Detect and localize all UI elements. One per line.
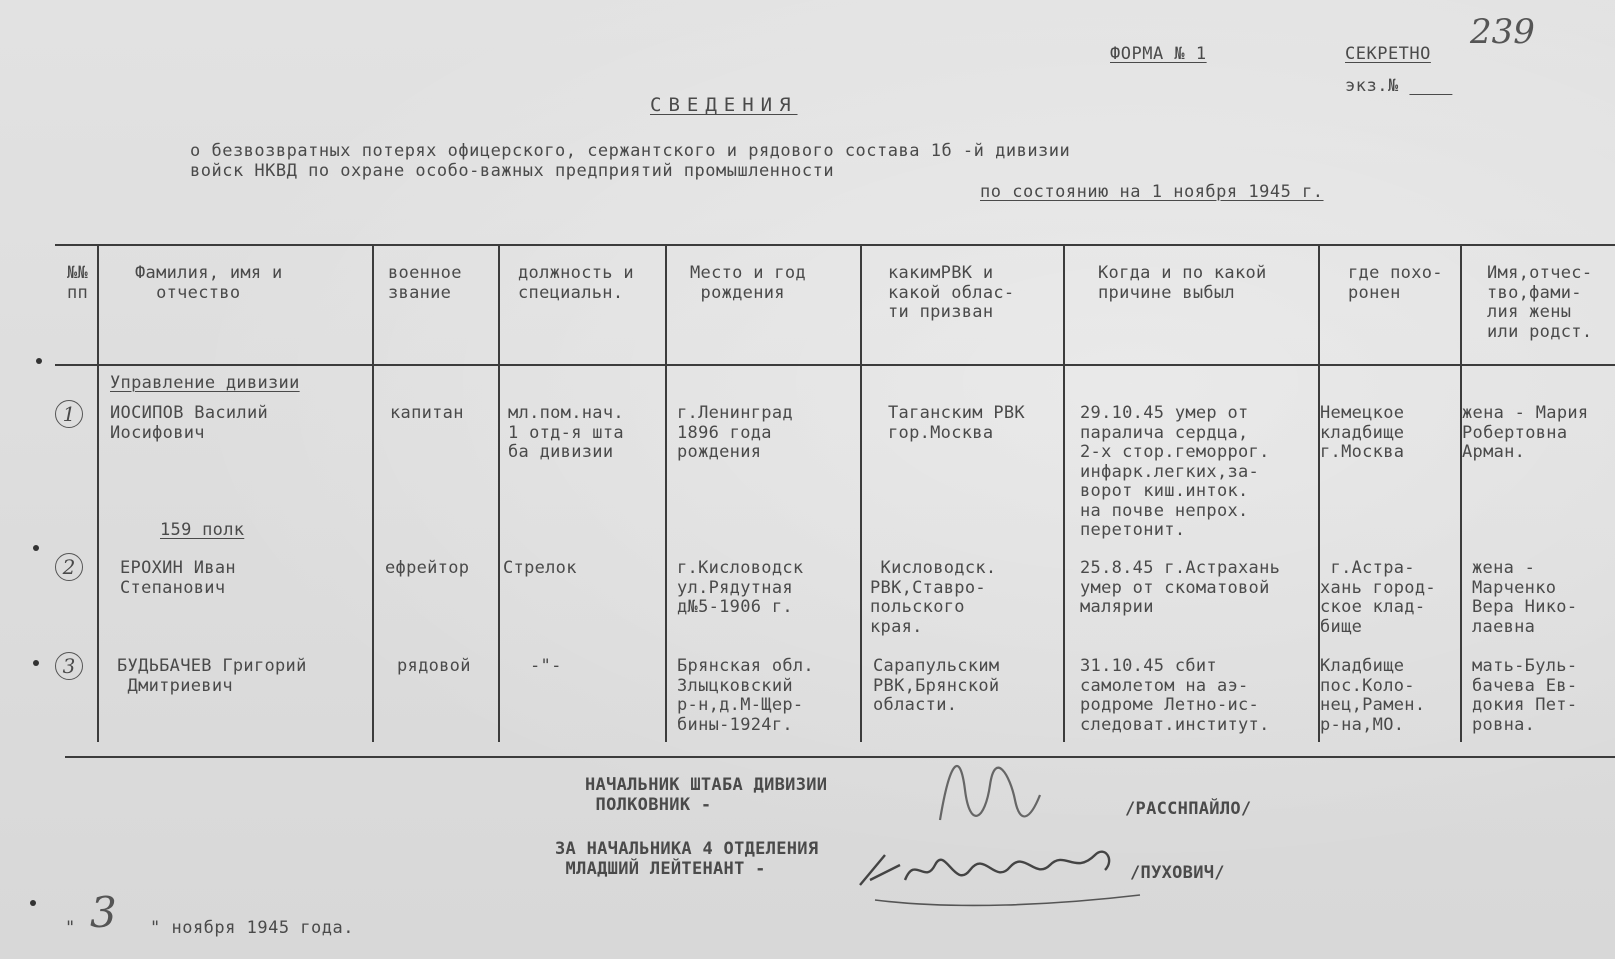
row-1-burial: Немецкое кладбище г.Москва [1320, 403, 1405, 462]
signature-2-handwritten [855, 825, 1145, 915]
row-1-rank: капитан [390, 403, 464, 423]
secrecy-stamp: СЕКРЕТНО [1345, 44, 1431, 64]
column-divider [665, 244, 667, 742]
header-col-rank: военное звание [388, 263, 462, 303]
binder-mark [33, 545, 39, 551]
header-col-burial: где похо- ронен [1348, 263, 1443, 303]
signatory-1-title: НАЧАЛЬНИК ШТАБА ДИВИЗИИ ПОЛКОВНИК - [585, 775, 828, 815]
row-3-death-reason: 31.10.45 сбит самолетом на аэ- родроме Летно-ис- следоват.институт. [1080, 656, 1270, 735]
page-number-handwritten: 239 [1470, 12, 1535, 52]
row-2-name: ЕРОХИН Иван Степанович [120, 558, 236, 598]
row-3-birth: Брянская обл. Злыцковский р-н,д.М-Щер- бины-1924г. [677, 656, 814, 735]
copy-number: экз.№ [1345, 76, 1399, 96]
subtitle-line-1: о безвозвратных потерях офицерского, сержантского и рядового состава 1б -й дивизии [190, 141, 1071, 161]
header-col-number: №№ пп [67, 263, 89, 303]
row-2-relative: жена - Марченко Вера Нико- лаевна [1472, 558, 1578, 637]
date-day-handwritten: 3 [90, 888, 117, 937]
table-top-border [55, 244, 1615, 246]
row-2-death-reason: 25.8.45 г.Астрахань умер от скоматовой малярии [1080, 558, 1281, 617]
column-divider [372, 244, 374, 742]
status-date: по состоянию на 1 ноября 1945 г. [980, 182, 1324, 202]
row-number-circle: 3 [55, 652, 83, 680]
column-divider [860, 244, 862, 742]
row-3-position: -"- [530, 656, 562, 676]
row-3-relative: мать-Буль- бачева Ев- докия Пет- ровна. [1472, 656, 1578, 735]
row-2-position: Стрелок [503, 558, 577, 578]
section-label-regiment: 159 полк [160, 520, 245, 540]
row-number-circle: 1 [55, 400, 83, 428]
row-3-burial: Кладбище пос.Коло- нец,Рамен. р-на,МО. [1320, 656, 1426, 735]
row-number-circle: 2 [55, 553, 83, 581]
document-date: " [65, 918, 76, 938]
section-label-division-hq: Управление дивизии [110, 373, 300, 393]
header-col-position: должность и специальн. [518, 263, 634, 303]
signatory-2-name: /ПУХОВИЧ/ [1130, 863, 1225, 883]
header-col-draft-office: какимРВК и какой облас- ти призван [888, 263, 1015, 322]
column-divider [1460, 244, 1462, 742]
subtitle-line-2: войск НКВД по охране особо-важных предприятий промышленности [190, 161, 835, 181]
row-2-rank: ефрейтор [385, 558, 470, 578]
row-1-name: ИОСИПОВ Василий Иосифович [110, 403, 269, 443]
row-1-death-reason: 29.10.45 умер от паралича сердца, 2-х стор.геморрог. инфарк.легких,за- ворот киш.инток. на почве непрох. перетонит. [1080, 403, 1270, 540]
table-bottom-border [65, 756, 1615, 758]
table-header-divider [55, 364, 1615, 366]
row-1-relative: жена - Мария Робертовна Арман. [1462, 403, 1589, 462]
row-2-birth: г.Кисловодск ул.Рядутная д№5-1906 г. [677, 558, 804, 617]
signatory-2-title: ЗА НАЧАЛЬНИКА 4 ОТДЕЛЕНИЯ МЛАДШИЙ ЛЕЙТЕНАНТ - [555, 839, 819, 879]
row-1-position: мл.пом.нач. 1 отд-я шта ба дивизии [508, 403, 624, 462]
form-number: ФОРМА № 1 [1110, 44, 1207, 64]
row-2-draft-office: Кисловодск. РВК,Ставро- польского края. [870, 558, 997, 637]
column-divider [498, 244, 500, 742]
header-col-name: Фамилия, имя и отчество [135, 263, 283, 303]
signature-1-handwritten [930, 750, 1050, 830]
header-col-death-reason: Когда и по какой причине выбыл [1098, 263, 1267, 303]
binder-mark [33, 660, 39, 666]
signatory-1-name: /РАССНПАЙЛО/ [1125, 799, 1252, 819]
binder-mark [30, 900, 36, 906]
binder-mark [36, 358, 42, 364]
header-col-birth: Место и год рождения [690, 263, 806, 303]
row-3-name: БУДЬБАЧЕВ Григорий Дмитриевич [117, 656, 307, 696]
document-date-rest: " ноября 1945 года. [150, 918, 354, 938]
column-divider [1063, 244, 1065, 742]
row-3-draft-office: Сарапульским РВК,Брянской области. [873, 656, 1000, 715]
row-2-burial: г.Астра- хань город- ское клад- бище [1320, 558, 1436, 637]
row-1-birth: г.Ленинград 1896 года рождения [677, 403, 793, 462]
row-3-rank: рядовой [397, 656, 471, 676]
header-col-relative: Имя,отчес- тво,фами- лия жены или родст. [1487, 263, 1593, 342]
document-title: СВЕДЕНИЯ [650, 94, 798, 116]
row-1-draft-office: Таганским РВК гор.Москва [888, 403, 1025, 443]
column-divider [97, 244, 99, 742]
